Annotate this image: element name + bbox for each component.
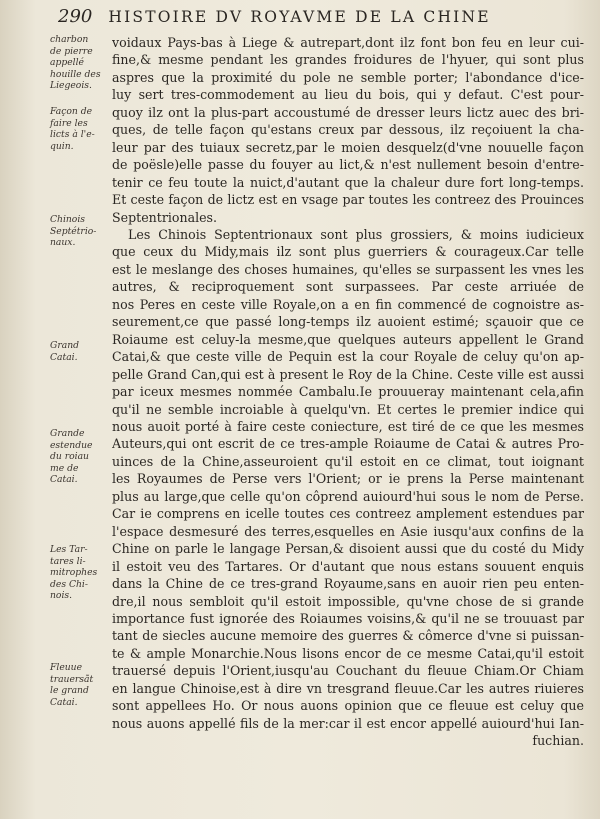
margin-note-line: me de [50, 462, 79, 474]
text-line: aspres que la proximité du pole ne semble porter; l'abondance d'ice- [112, 69, 584, 85]
text-line: seurement,ce que passé long-temps ilz auoient estimé; sçauoir que ce [112, 314, 584, 330]
text-line: fine,& mesme pendant les grandes froidures de l'hyuer, qui sont plus [112, 52, 584, 68]
text-line: ques, de telle façon qu'estans creux par dessous, ilz reçoiuent la cha- [112, 122, 584, 138]
text-line: tant de siecles aucune memoire des guerres & cômerce d'vne si puissan- [112, 628, 584, 644]
margin-note-line: Façon de [50, 106, 93, 117]
text-line: il estoit veu des Tartares. Or d'autant que nous estans souuent enquis [112, 558, 584, 574]
margin-note-line: faire les [50, 117, 88, 129]
margin-note-line: Liegeois. [50, 80, 92, 92]
margin-note-line: tares li- [50, 555, 86, 567]
margin-note-line: Catai. [50, 474, 78, 486]
margin-note-line: des Chi- [50, 578, 88, 590]
text-line: dre,il nous sembloit qu'il estoit impossible, qu'vne chose de si grande [112, 593, 584, 609]
margin-note [50, 428, 110, 486]
margin-note-line: du roiau [50, 451, 89, 463]
margin-note-line: Grand [50, 340, 80, 351]
running-title: HISTOIRE DV ROYAVME DE LA CHINE [108, 8, 491, 26]
margin-note [50, 340, 110, 363]
body-text [112, 34, 584, 750]
margin-note-line: Catai. [50, 351, 78, 363]
margin-note-line: naux. [50, 237, 76, 249]
text-line: l'espace desmesuré des terres,esquelles en Asie iusqu'aux confins de la [112, 523, 584, 539]
margin-note [50, 544, 110, 602]
text-line: nous auons appellé fils de la mer:car il est encor appellé auiourd'hui Ian- [112, 715, 584, 731]
margin-notes [0, 0, 110, 819]
text-line: qu'il ne semble incroiable à quelqu'vn. Et certes le premier indice qui [112, 401, 584, 417]
text-line: nous auoit porté à faire ceste coniecture, est tiré de ce que les mesmes [112, 418, 584, 434]
text-line: fuchian. [532, 733, 584, 749]
margin-note [50, 214, 110, 249]
text-line: importance fust ignorée des Roiaumes voisins,& qu'il ne se trouuast par [112, 610, 584, 626]
text-line: Chine on parle le langage Persan,& disoient aussi que du costé du Midy [112, 541, 584, 557]
text-line: uinces de la Chine,asseuroient qu'il estoit en ce climat, tout ioignant [112, 453, 584, 469]
text-line: luy sert tres-commodement au lieu du bois, qui y defaut. C'est pour- [112, 87, 584, 103]
text-line: leur par des tuiaux secretz,par le moien desquelz(d'vne nouuelle façon [112, 139, 584, 155]
text-line: par iceux mesmes nommée Cambalu.Ie prouueray maintenant cela,afin [112, 384, 584, 400]
text-line: Les Chinois Septentrionaux sont plus grossiers, & moins iudicieux [128, 226, 584, 242]
text-line: pelle Grand Can,qui est à present le Roy de la Chine. Ceste ville est aussi [112, 366, 584, 382]
text-line: voidaux Pays-bas à Liege & autrepart,dont ilz font bon feu en leur cui- [112, 35, 584, 50]
margin-note-line: houille des [50, 68, 101, 80]
margin-note-line: Chinois [50, 214, 85, 225]
text-line: Roiaume est celuy-la mesme,que quelques auteurs appellent le Grand [112, 331, 584, 347]
margin-note [50, 106, 110, 152]
margin-note-line: Grande [50, 428, 85, 439]
text-line: Septentrionales. [112, 209, 218, 225]
text-line: sont appellees Ho. Or nous auons opinion que ce fleuue est celuy que [112, 698, 584, 714]
margin-note [50, 34, 110, 92]
text-line: en langue Chinoise,est à dire vn tresgrand fleuue.Car les autres riuieres [112, 680, 584, 696]
page-header [58, 6, 586, 28]
text-line: quoy ilz ont la plus-part accoustumé de dresser leurs lictz auec des bri- [112, 104, 584, 120]
text-line: que ceux du Midy,mais ilz sont plus guerriers & courageux.Car telle [112, 244, 584, 260]
text-line: nos Peres en ceste ville Royale,on a en fin commencé de cognoistre as- [112, 296, 584, 312]
text-line: dans la Chine de ce tres-grand Royaume,sans en auoir rien peu enten- [112, 576, 584, 592]
page-number: 290 [58, 6, 93, 27]
text-line: les Royaumes de Perse vers l'Orient; or ie prens la Perse maintenant [112, 471, 584, 487]
margin-note-line: charbon [50, 34, 89, 45]
margin-note-line: trauersãt [50, 673, 94, 685]
text-line: Auteurs,qui ont escrit de ce tres-ample Roiaume de Catai & autres Pro- [112, 436, 584, 452]
margin-note-line: Catai. [50, 696, 78, 708]
text-line: Car ie comprens en icelle toutes ces contreez amplement estendues par [112, 506, 584, 522]
text-line: plus au large,que celle qu'on côprend auiourd'hui sous le nom de Perse. [112, 488, 584, 504]
margin-note-line: estendue [50, 439, 93, 451]
margin-note-line: nois. [50, 590, 73, 602]
margin-note-line: quin. [50, 140, 74, 152]
margin-note-line: de pierre [50, 45, 93, 57]
text-line: trauersé depuis l'Orient,iusqu'au Couchant du fleuue Chiam.Or Chiam [112, 663, 584, 679]
text-line: Catai,& que ceste ville de Pequin est la cour Royale de celuy qu'on ap- [112, 349, 584, 365]
text-line: tenir ce feu toute la nuict,d'autant que la chaleur dure fort long-temps. [112, 174, 584, 190]
text-line: est le meslange des choses humaines, qu'elles se surpassent les vnes les [112, 261, 584, 277]
margin-note-line: mitrophes [50, 567, 98, 579]
margin-note-line: Septétrio- [50, 225, 97, 237]
margin-note-line: licts à l'e- [50, 129, 95, 141]
text-line: de poësle)elle passe du fouyer au lict,& n'est nullement besoin d'entre- [112, 157, 584, 173]
margin-note-line: le grand [50, 685, 89, 697]
text-line: Et ceste façon de lictz est en vsage par toutes les contreez des Prouinces [112, 192, 584, 208]
margin-note-line: Fleuue [50, 662, 83, 673]
text-line: te & ample Monarchie.Nous lisons encor de ce mesme Catai,qu'il estoit [112, 645, 584, 661]
margin-note-line: appellé [50, 57, 84, 69]
text-line: autres, & reciproquement sont surpassees. Par ceste arriuée de [112, 279, 584, 295]
margin-note-line: Les Tar- [50, 544, 88, 555]
margin-note [50, 662, 110, 708]
